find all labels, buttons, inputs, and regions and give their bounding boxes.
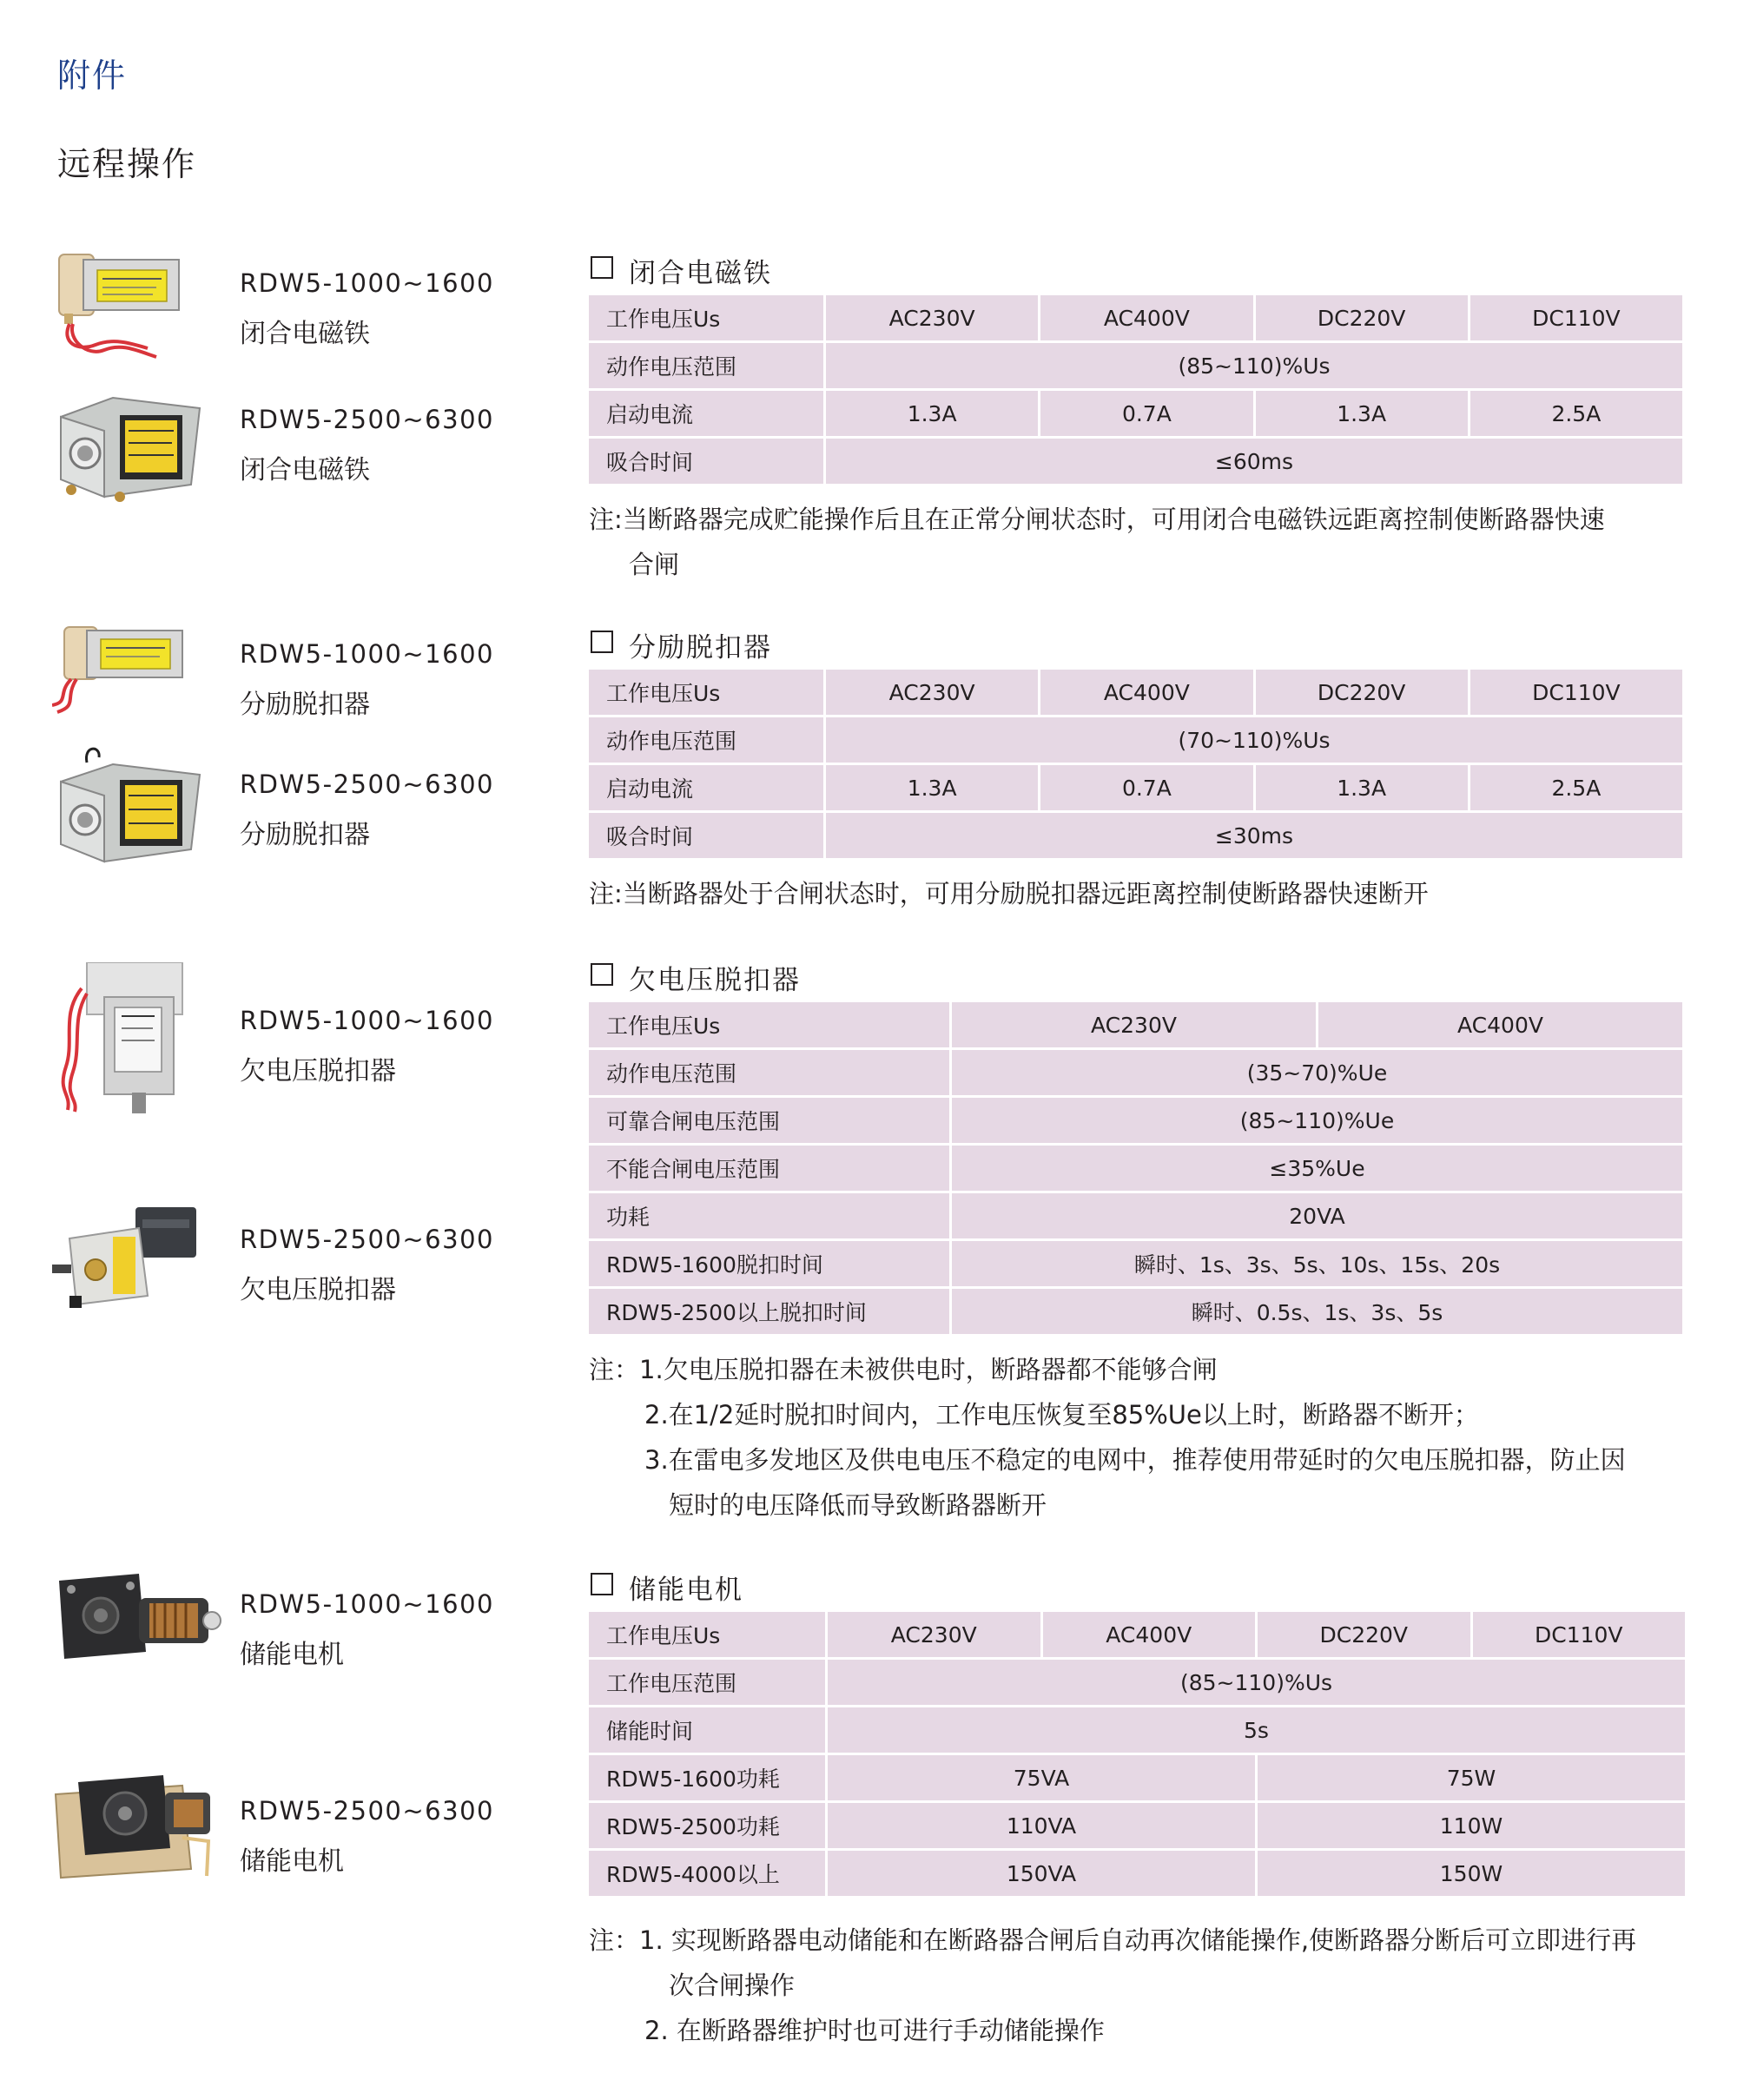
row-label: 工作电压Us [589,670,823,715]
product-code: RDW5-1000~1600 [240,1589,494,1619]
note-line: 注:当断路器完成贮能操作后且在正常分闸状态时，可用闭合电磁铁远距离控制使断路器快速 [589,505,1605,534]
motor-section [589,1566,1685,2053]
checkbox-icon [591,963,613,986]
table-row [589,1660,1685,1705]
note-line: 注:当断路器处于合闸状态时，可用分励脱扣器远距离控制使断路器快速断开 [589,879,1429,908]
product-motor-large [0,1768,538,1907]
table-cell: 0.7A [1040,391,1252,436]
table-cell: (85~110)%Ue [952,1098,1682,1143]
table-row [589,391,1682,436]
table-cell: DC110V [1470,670,1682,715]
table-cell: 瞬时、1s、3s、5s、10s、15s、20s [952,1241,1682,1286]
product-name: 储能电机 [240,1640,344,1670]
product-name: 欠电压脱扣器 [240,1056,396,1086]
table-row [589,1193,1682,1238]
table-cell: (85~110)%Us [826,343,1682,388]
table-row [589,813,1682,858]
row-label: 工作电压范围 [589,1660,825,1705]
product-code: RDW5-2500~6300 [240,1225,494,1254]
product-code: RDW5-1000~1600 [240,1006,494,1035]
product-code: RDW5-2500~6300 [240,405,494,434]
table-row [589,1612,1685,1657]
product-name: 闭合电磁铁 [240,319,370,349]
table-cell: 瞬时、0.5s、1s、3s、5s [952,1289,1682,1334]
closing-solenoid-large-icon [52,382,208,504]
product-code: RDW5-2500~6300 [240,1796,494,1826]
table-cell: 1.3A [826,391,1038,436]
section-note [589,1347,1685,1528]
product-undervoltage-release-large [0,1199,538,1337]
checkbox-icon [591,631,613,653]
table-cell: AC230V [826,670,1038,715]
product-shunt-release-small [0,618,538,757]
section-heading: 分励脱扣器 [629,632,772,664]
note-line: 短时的电压降低而导致断路器断开 [669,1490,1047,1520]
row-label: 工作电压Us [589,1612,825,1657]
product-name: 分励脱扣器 [240,820,370,850]
table-cell: 110VA [828,1803,1255,1848]
section-note [589,1918,1685,2053]
row-label: RDW5-1600功耗 [589,1755,825,1800]
table-cell: ≤60ms [826,439,1682,484]
table-cell: 20VA [952,1193,1682,1238]
section-title: 远程操作 [57,145,197,183]
table-cell: AC400V [1318,1002,1682,1047]
motor-large-icon [52,1768,226,1890]
row-label: 启动电流 [589,765,823,810]
row-label: 动作电压范围 [589,1050,949,1095]
note-line: 2.在1/2延时脱扣时间内，工作电压恢复至85%Ue以上时，断路器不断开； [644,1400,1479,1430]
table-row [589,1146,1682,1191]
product-code: RDW5-2500~6300 [240,769,494,799]
product-name: 闭合电磁铁 [240,455,370,485]
product-closing-solenoid-small [0,248,538,386]
table-cell: DC110V [1470,295,1682,340]
row-label: RDW5-2500以上脱扣时间 [589,1289,949,1334]
table-cell: DC220V [1256,670,1468,715]
table-cell: ≤35%Ue [952,1146,1682,1191]
table-cell: 1.3A [1256,765,1468,810]
row-label: 工作电压Us [589,1002,949,1047]
table-row [589,1707,1685,1753]
row-label: 动作电压范围 [589,717,823,763]
row-label: 吸合时间 [589,813,823,858]
undervoltage-release-section [589,956,1685,1528]
table-cell: 5s [828,1707,1685,1753]
undervoltage-release-large-icon [52,1199,208,1320]
table-cell: 110W [1258,1803,1685,1848]
table-cell: 0.7A [1040,765,1252,810]
table-cell: (70~110)%Us [826,717,1682,763]
table-cell: AC230V [952,1002,1316,1047]
note-line: 2. 在断路器维护时也可进行手动储能操作 [644,2016,1105,2045]
table-cell: 75VA [828,1755,1255,1800]
table-cell: 150W [1258,1851,1685,1896]
row-label: 不能合闸电压范围 [589,1146,949,1191]
spec-table [586,1000,1685,1337]
product-shunt-release-large [0,745,538,884]
page-title: 附件 [57,56,128,95]
section-heading: 储能电机 [629,1575,743,1606]
note-line: 合闸 [629,550,680,579]
table-row [589,1851,1685,1896]
table-row [589,1241,1682,1286]
table-cell: (35~70)%Ue [952,1050,1682,1095]
table-row [589,1002,1682,1047]
note-line: 注：1. 实现断路器电动储能和在断路器合闸后自动再次储能操作,使断路器分断后可立即进行再 [589,1925,1637,1955]
row-label: 储能时间 [589,1707,825,1753]
table-row [589,670,1682,715]
note-line: 次合闸操作 [669,1971,796,2000]
table-cell: AC400V [1043,1612,1256,1657]
table-cell: DC220V [1256,295,1468,340]
table-row [589,765,1682,810]
table-cell: AC400V [1040,295,1252,340]
row-label: 动作电压范围 [589,343,823,388]
table-cell: AC230V [826,295,1038,340]
table-row [589,439,1682,484]
table-cell: 1.3A [826,765,1038,810]
product-motor-small [0,1563,538,1702]
product-name: 欠电压脱扣器 [240,1275,396,1305]
note-line: 注：1.欠电压脱扣器在未被供电时，断路器都不能够合闸 [589,1355,1218,1384]
row-label: 吸合时间 [589,439,823,484]
row-label: RDW5-2500功耗 [589,1803,825,1848]
table-row [589,295,1682,340]
table-cell: (85~110)%Us [828,1660,1685,1705]
table-cell: 2.5A [1470,391,1682,436]
product-closing-solenoid-large [0,382,538,521]
row-label: 启动电流 [589,391,823,436]
section-heading: 闭合电磁铁 [629,258,772,289]
row-label: RDW5-4000以上 [589,1851,825,1896]
product-undervoltage-release-small [0,962,538,1101]
closing-solenoid-small-icon [52,248,208,369]
row-label: 功耗 [589,1193,949,1238]
table-cell: AC230V [828,1612,1040,1657]
shunt-release-section [589,624,1685,916]
table-cell: 150VA [828,1851,1255,1896]
table-cell: DC110V [1473,1612,1686,1657]
spec-table [586,667,1685,861]
shunt-release-large-icon [52,745,208,867]
motor-small-icon [52,1563,226,1685]
table-row [589,717,1682,763]
row-label: 工作电压Us [589,295,823,340]
note-line: 3.在雷电多发地区及供电电压不稳定的电网中，推荐使用带延时的欠电压脱扣器，防止因 [644,1445,1626,1475]
table-row [589,1803,1685,1848]
table-row [589,343,1682,388]
table-cell: 75W [1258,1755,1685,1800]
closing-solenoid-section [589,249,1685,587]
shunt-release-small-icon [52,618,208,740]
product-name: 储能电机 [240,1846,344,1877]
section-heading: 欠电压脱扣器 [629,965,801,996]
table-cell: DC220V [1258,1612,1470,1657]
product-code: RDW5-1000~1600 [240,268,494,298]
table-row [589,1289,1682,1334]
row-label: RDW5-1600脱扣时间 [589,1241,949,1286]
row-label: 可靠合闸电压范围 [589,1098,949,1143]
table-row [589,1098,1682,1143]
spec-table [586,1609,1687,1899]
undervoltage-release-small-icon [52,962,208,1119]
table-row [589,1755,1685,1800]
product-name: 分励脱扣器 [240,690,370,720]
table-cell: 2.5A [1470,765,1682,810]
checkbox-icon [591,1573,613,1595]
product-code: RDW5-1000~1600 [240,639,494,669]
checkbox-icon [591,256,613,279]
table-cell: AC400V [1040,670,1252,715]
table-row [589,1050,1682,1095]
table-cell: ≤30ms [826,813,1682,858]
table-cell: 1.3A [1256,391,1468,436]
section-note [589,497,1685,587]
section-note [589,871,1685,916]
spec-table [586,293,1685,486]
